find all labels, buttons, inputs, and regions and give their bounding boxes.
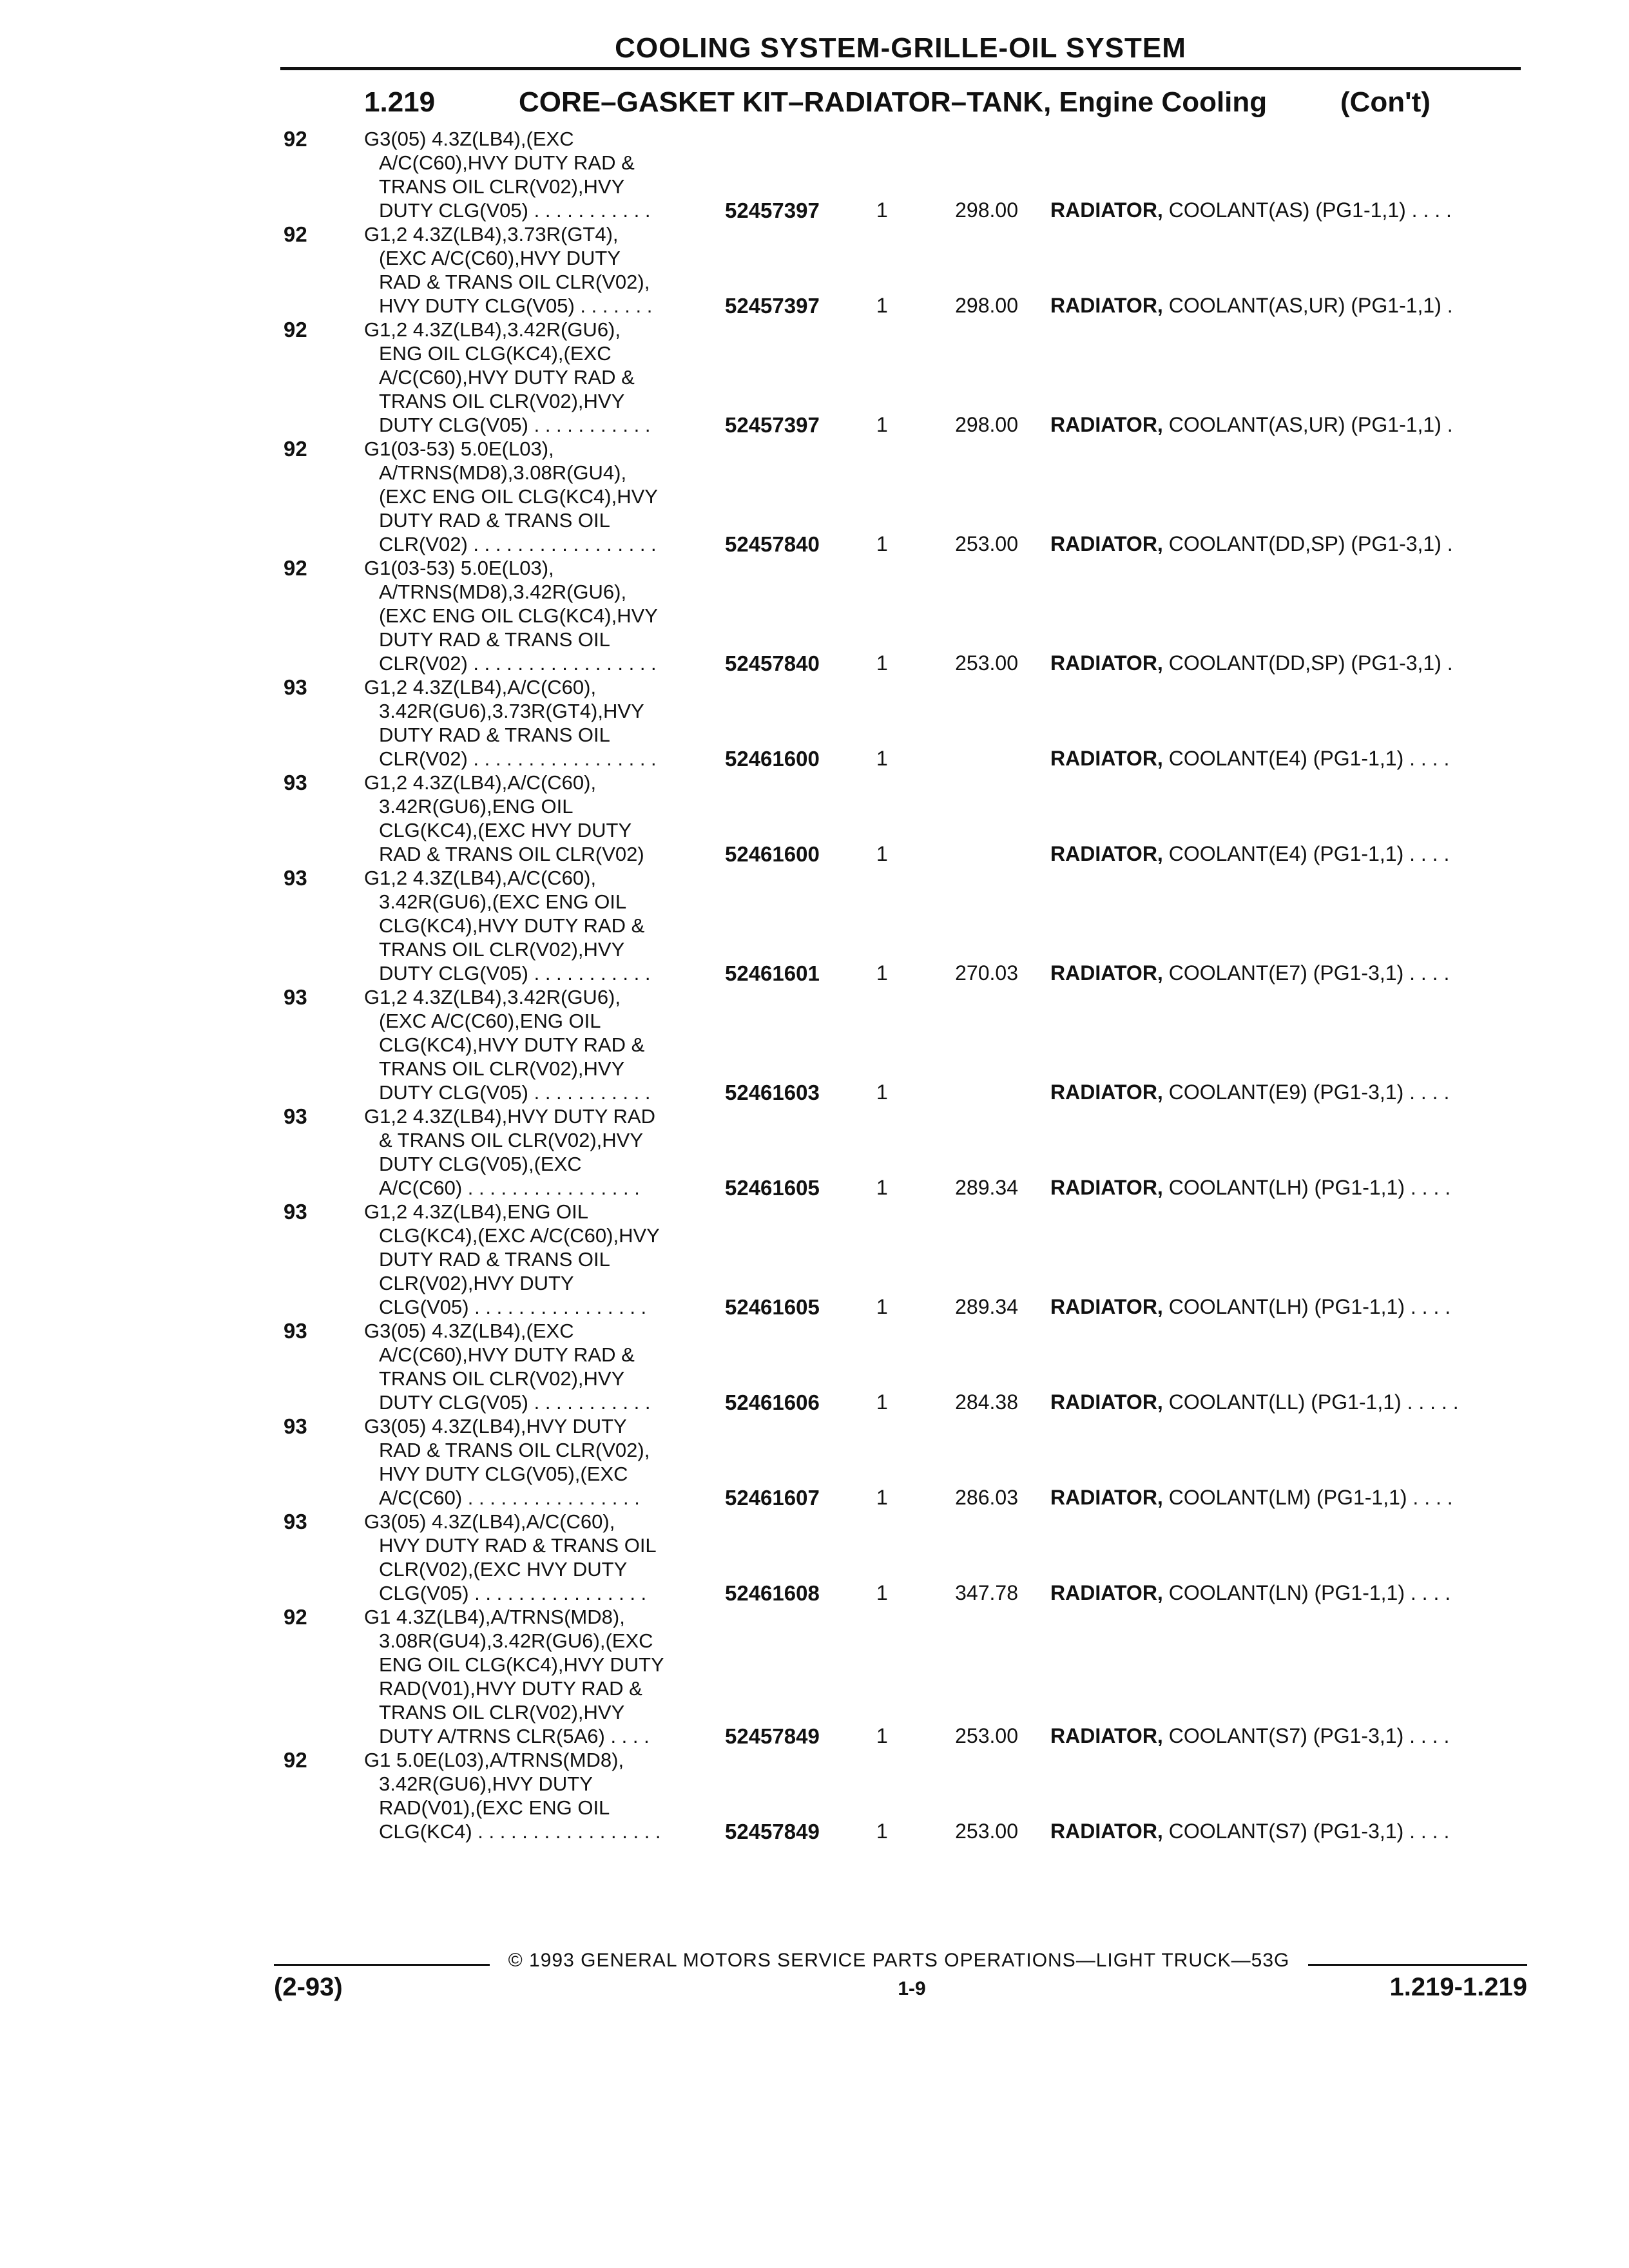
- quantity: 1: [876, 1724, 888, 1747]
- part-name-noun: RADIATOR,: [1050, 842, 1163, 865]
- entry-line: [0, 1009, 1629, 1033]
- entry-line: [0, 890, 1629, 914]
- part-name-noun: RADIATOR,: [1050, 1081, 1163, 1104]
- usage-description: (EXC A/C(C60),ENG OIL: [379, 1010, 601, 1032]
- price: 289.34: [955, 1295, 1018, 1318]
- entry-line: [0, 1557, 1629, 1581]
- part-entry: [0, 675, 1629, 771]
- usage-description: CLG(V05) . . . . . . . . . . . . . . . .: [379, 1296, 647, 1318]
- part-name-noun: RADIATOR,: [1050, 1820, 1163, 1843]
- quantity: 1: [876, 1820, 888, 1843]
- part-name-detail: COOLANT(AS) (PG1-1,1) . . . .: [1162, 198, 1452, 222]
- part-entry: [0, 318, 1629, 437]
- part-name-detail: COOLANT(S7) (PG1-3,1) . . . .: [1162, 1820, 1450, 1843]
- usage-description: G3(05) 4.3Z(LB4),HVY DUTY: [364, 1415, 627, 1437]
- entry-line: [0, 175, 1629, 198]
- usage-description: CLR(V02),HVY DUTY: [379, 1272, 574, 1294]
- part-name-detail: COOLANT(AS,UR) (PG1-1,1) .: [1162, 294, 1453, 317]
- quantity: 1: [876, 532, 888, 555]
- quantity: 1: [876, 961, 888, 985]
- usage-description: RAD(V01),(EXC ENG OIL: [379, 1796, 610, 1819]
- quantity: 1: [876, 1486, 888, 1509]
- usage-description: DUTY CLG(V05) . . . . . . . . . . .: [379, 962, 651, 985]
- usage-description: 3.42R(GU6),(EXC ENG OIL: [379, 890, 627, 913]
- usage-description: TRANS OIL CLR(V02),HVY: [379, 390, 625, 412]
- entry-line: [0, 1653, 1629, 1677]
- part-name: [1050, 842, 1449, 866]
- entry-line: [0, 794, 1629, 818]
- part-name: [1050, 1820, 1449, 1843]
- part-name-noun: RADIATOR,: [1050, 198, 1163, 222]
- usage-description: (EXC ENG OIL CLG(KC4),HVY: [379, 604, 658, 627]
- entry-line: [0, 270, 1629, 294]
- entry-line: [0, 1748, 1629, 1772]
- section-range: 1.219-1.219: [1389, 1973, 1527, 2001]
- page-number: 1-9: [898, 1978, 926, 1999]
- entry-line: [0, 198, 1629, 222]
- entry-line: [0, 437, 1629, 461]
- part-name: [1050, 1081, 1449, 1104]
- usage-description: CLG(V05) . . . . . . . . . . . . . . . .: [379, 1582, 647, 1604]
- part-name: [1050, 961, 1449, 985]
- usage-description: DUTY RAD & TRANS OIL: [379, 724, 610, 746]
- part-name-noun: RADIATOR,: [1050, 1486, 1163, 1509]
- quantity: 1: [876, 1390, 888, 1414]
- part-number: 52461600: [725, 842, 820, 866]
- part-entry: [0, 437, 1629, 556]
- usage-description: DUTY CLG(V05) . . . . . . . . . . .: [379, 199, 651, 222]
- price: 286.03: [955, 1486, 1018, 1509]
- part-number: 52457397: [725, 294, 820, 318]
- entry-line: [0, 1081, 1629, 1104]
- ref-number: 92: [284, 437, 307, 461]
- ref-number: 93: [284, 1104, 307, 1128]
- part-number: 52457849: [725, 1820, 820, 1843]
- part-number: 52461605: [725, 1295, 820, 1319]
- parts-list: [0, 127, 1629, 1843]
- section-heading: [364, 86, 1431, 119]
- entry-line: [0, 1486, 1629, 1510]
- part-entry: [0, 222, 1629, 318]
- entry-line: [0, 1152, 1629, 1176]
- price: 253.00: [955, 532, 1018, 555]
- entry-line: [0, 771, 1629, 794]
- part-name: [1050, 1581, 1451, 1605]
- usage-description: RAD & TRANS OIL CLR(V02),: [379, 271, 650, 293]
- part-name: [1050, 1176, 1451, 1200]
- usage-description: CLG(KC4),(EXC A/C(C60),HVY: [379, 1224, 660, 1247]
- part-name-noun: RADIATOR,: [1050, 651, 1163, 675]
- part-name: [1050, 294, 1453, 318]
- part-entry: [0, 1748, 1629, 1843]
- entry-line: [0, 866, 1629, 890]
- entry-line: [0, 1247, 1629, 1271]
- copyright-notice: © 1993 GENERAL MOTORS SERVICE PARTS OPERATIONS—LIGHT TRUCK—53G: [508, 1950, 1290, 1971]
- usage-description: DUTY RAD & TRANS OIL: [379, 628, 610, 651]
- part-name: [1050, 1295, 1451, 1319]
- part-name-noun: RADIATOR,: [1050, 1176, 1163, 1199]
- usage-description: TRANS OIL CLR(V02),HVY: [379, 1701, 625, 1724]
- usage-description: G3(05) 4.3Z(LB4),(EXC: [364, 128, 574, 150]
- entry-line: [0, 1033, 1629, 1057]
- part-name-detail: COOLANT(E4) (PG1-1,1) . . . .: [1162, 747, 1450, 770]
- entry-line: [0, 1390, 1629, 1414]
- price: 253.00: [955, 1820, 1018, 1843]
- usage-description: A/C(C60) . . . . . . . . . . . . . . . .: [379, 1177, 640, 1199]
- entry-line: [0, 723, 1629, 747]
- price: 298.00: [955, 413, 1018, 436]
- usage-description: RAD & TRANS OIL CLR(V02),: [379, 1439, 650, 1461]
- usage-description: HVY DUTY CLG(V05) . . . . . . .: [379, 294, 653, 317]
- entry-line: [0, 580, 1629, 604]
- usage-description: TRANS OIL CLR(V02),HVY: [379, 1367, 625, 1390]
- entry-line: [0, 1533, 1629, 1557]
- part-name-detail: COOLANT(E9) (PG1-3,1) . . . .: [1162, 1081, 1450, 1104]
- part-name: [1050, 747, 1449, 771]
- entry-line: [0, 1414, 1629, 1438]
- usage-description: G1,2 4.3Z(LB4),3.42R(GU6),: [364, 986, 621, 1008]
- part-name-detail: COOLANT(E4) (PG1-1,1) . . . .: [1162, 842, 1450, 865]
- part-name-detail: COOLANT(LM) (PG1-1,1) . . . .: [1162, 1486, 1453, 1509]
- part-name-detail: COOLANT(E7) (PG1-3,1) . . . .: [1162, 961, 1450, 985]
- part-number: 52461603: [725, 1081, 820, 1104]
- ref-number: 93: [284, 866, 307, 890]
- usage-description: A/C(C60),HVY DUTY RAD &: [379, 151, 635, 174]
- entry-line: [0, 1128, 1629, 1152]
- entry-line: [0, 1700, 1629, 1724]
- entry-line: [0, 1295, 1629, 1319]
- entry-line: [0, 747, 1629, 771]
- usage-description: G1,2 4.3Z(LB4),3.42R(GU6),: [364, 318, 621, 341]
- usage-description: TRANS OIL CLR(V02),HVY: [379, 175, 625, 198]
- usage-description: DUTY A/TRNS CLR(5A6) . . . .: [379, 1725, 650, 1747]
- part-number: 52457849: [725, 1724, 820, 1748]
- usage-description: HVY DUTY RAD & TRANS OIL: [379, 1534, 657, 1557]
- ref-number: 93: [284, 1200, 307, 1224]
- part-entry: [0, 1510, 1629, 1605]
- footer-rule-left: [274, 1964, 490, 1966]
- entry-line: [0, 365, 1629, 389]
- part-name: [1050, 1724, 1449, 1748]
- usage-description: G1,2 4.3Z(LB4),A/C(C60),: [364, 867, 597, 889]
- price: 347.78: [955, 1581, 1018, 1604]
- part-name: [1050, 1486, 1453, 1510]
- header-rule: [280, 67, 1521, 70]
- usage-description: 3.08R(GU4),3.42R(GU6),(EXC: [379, 1629, 653, 1652]
- quantity: 1: [876, 1295, 888, 1318]
- usage-description: 3.42R(GU6),3.73R(GT4),HVY: [379, 700, 644, 722]
- ref-number: 93: [284, 1414, 307, 1438]
- part-name-noun: RADIATOR,: [1050, 1581, 1163, 1604]
- usage-description: G1 5.0E(L03),A/TRNS(MD8),: [364, 1749, 624, 1771]
- usage-description: RAD & TRANS OIL CLR(V02): [379, 843, 644, 865]
- entry-line: [0, 937, 1629, 961]
- ref-number: 92: [284, 556, 307, 580]
- entry-line: [0, 222, 1629, 246]
- part-name: [1050, 198, 1452, 222]
- usage-description: DUTY CLG(V05),(EXC: [379, 1153, 582, 1175]
- entry-line: [0, 1772, 1629, 1796]
- quantity: 1: [876, 1581, 888, 1604]
- usage-description: RAD(V01),HVY DUTY RAD &: [379, 1677, 642, 1700]
- entry-line: [0, 389, 1629, 413]
- part-name-noun: RADIATOR,: [1050, 961, 1163, 985]
- part-name-noun: RADIATOR,: [1050, 1724, 1163, 1747]
- usage-description: DUTY RAD & TRANS OIL: [379, 1248, 610, 1271]
- usage-description: DUTY CLG(V05) . . . . . . . . . . .: [379, 414, 651, 436]
- part-entry: [0, 1319, 1629, 1414]
- entry-line: [0, 532, 1629, 556]
- ref-number: 93: [284, 1510, 307, 1533]
- quantity: 1: [876, 294, 888, 317]
- part-name-noun: RADIATOR,: [1050, 413, 1163, 436]
- quantity: 1: [876, 413, 888, 436]
- part-number: 52457840: [725, 651, 820, 675]
- entry-line: [0, 151, 1629, 175]
- entry-line: [0, 318, 1629, 341]
- usage-description: A/TRNS(MD8),3.42R(GU6),: [379, 581, 627, 603]
- part-name-detail: COOLANT(LH) (PG1-1,1) . . . .: [1162, 1176, 1451, 1199]
- part-entry: [0, 866, 1629, 985]
- usage-description: TRANS OIL CLR(V02),HVY: [379, 1057, 625, 1080]
- usage-description: G1,2 4.3Z(LB4),A/C(C60),: [364, 676, 597, 698]
- usage-description: 3.42R(GU6),ENG OIL: [379, 795, 574, 818]
- usage-description: G1 4.3Z(LB4),A/TRNS(MD8),: [364, 1606, 625, 1628]
- part-name: [1050, 413, 1453, 437]
- entry-line: [0, 1200, 1629, 1224]
- ref-number: 92: [284, 222, 307, 246]
- usage-description: CLG(KC4),HVY DUTY RAD &: [379, 1033, 645, 1056]
- ref-number: 93: [284, 771, 307, 794]
- usage-description: CLG(KC4),HVY DUTY RAD &: [379, 914, 645, 937]
- entry-line: [0, 628, 1629, 651]
- part-number: 52461608: [725, 1581, 820, 1605]
- entry-line: [0, 1796, 1629, 1820]
- usage-description: G1(03-53) 5.0E(L03),: [364, 557, 554, 579]
- entry-line: [0, 1820, 1629, 1843]
- part-name-detail: COOLANT(DD,SP) (PG1-3,1) .: [1162, 651, 1453, 675]
- ref-number: 92: [284, 318, 307, 341]
- usage-description: CLG(KC4),(EXC HVY DUTY: [379, 819, 632, 841]
- continued-label: (Con't): [1340, 86, 1431, 118]
- part-number: 52457397: [725, 198, 820, 222]
- usage-description: A/C(C60),HVY DUTY RAD &: [379, 1343, 635, 1366]
- price: 284.38: [955, 1390, 1018, 1414]
- entry-line: [0, 294, 1629, 318]
- entry-line: [0, 1724, 1629, 1748]
- entry-line: [0, 1343, 1629, 1367]
- part-name-noun: RADIATOR,: [1050, 1295, 1163, 1318]
- part-name-detail: COOLANT(LH) (PG1-1,1) . . . .: [1162, 1295, 1451, 1318]
- part-name-noun: RADIATOR,: [1050, 294, 1163, 317]
- part-name-detail: COOLANT(DD,SP) (PG1-3,1) .: [1162, 532, 1453, 555]
- usage-description: HVY DUTY CLG(V05),(EXC: [379, 1463, 628, 1485]
- usage-description: G3(05) 4.3Z(LB4),A/C(C60),: [364, 1510, 615, 1533]
- part-name: [1050, 1390, 1459, 1414]
- price: 253.00: [955, 1724, 1018, 1747]
- usage-description: ENG OIL CLG(KC4),HVY DUTY: [379, 1653, 664, 1676]
- quantity: 1: [876, 842, 888, 865]
- usage-description: (EXC A/C(C60),HVY DUTY: [379, 247, 621, 269]
- entry-line: [0, 914, 1629, 937]
- entry-line: [0, 651, 1629, 675]
- usage-description: DUTY CLG(V05) . . . . . . . . . . .: [379, 1081, 651, 1104]
- price: 289.34: [955, 1176, 1018, 1199]
- ref-number: 93: [284, 675, 307, 699]
- usage-description: G1,2 4.3Z(LB4),HVY DUTY RAD: [364, 1105, 655, 1128]
- part-number: 52461607: [725, 1486, 820, 1510]
- part-name-detail: COOLANT(AS,UR) (PG1-1,1) .: [1162, 413, 1453, 436]
- part-number: 52457840: [725, 532, 820, 556]
- ref-number: 92: [284, 1605, 307, 1629]
- entry-line: [0, 341, 1629, 365]
- part-number: 52461601: [725, 961, 820, 985]
- entry-line: [0, 246, 1629, 270]
- part-entry: [0, 985, 1629, 1104]
- ref-number: 93: [284, 1319, 307, 1343]
- date-code: (2-93): [274, 1973, 343, 2001]
- price: 270.03: [955, 961, 1018, 985]
- entry-line: [0, 461, 1629, 485]
- entry-line: [0, 1677, 1629, 1700]
- usage-description: G1,2 4.3Z(LB4),3.73R(GT4),: [364, 223, 619, 245]
- usage-description: G3(05) 4.3Z(LB4),(EXC: [364, 1320, 574, 1342]
- part-name-noun: RADIATOR,: [1050, 532, 1163, 555]
- usage-description: CLR(V02) . . . . . . . . . . . . . . . . .: [379, 747, 657, 770]
- page-header: COOLING SYSTEM-GRILLE-OIL SYSTEM: [615, 32, 1186, 64]
- part-entry: [0, 771, 1629, 866]
- part-entry: [0, 1200, 1629, 1319]
- part-entry: [0, 1414, 1629, 1510]
- part-name: [1050, 651, 1453, 675]
- part-entry: [0, 1104, 1629, 1200]
- part-name-detail: COOLANT(LN) (PG1-1,1) . . . .: [1162, 1581, 1451, 1604]
- usage-description: CLG(KC4) . . . . . . . . . . . . . . . . .: [379, 1820, 661, 1843]
- entry-line: [0, 1224, 1629, 1247]
- part-entry: [0, 127, 1629, 222]
- usage-description: A/TRNS(MD8),3.08R(GU4),: [379, 461, 627, 484]
- part-name: [1050, 532, 1453, 556]
- price: 298.00: [955, 294, 1018, 317]
- entry-line: [0, 675, 1629, 699]
- quantity: 1: [876, 747, 888, 770]
- entry-line: [0, 604, 1629, 628]
- usage-description: DUTY CLG(V05) . . . . . . . . . . .: [379, 1391, 651, 1414]
- part-name-detail: COOLANT(S7) (PG1-3,1) . . . .: [1162, 1724, 1450, 1747]
- part-number: 52457397: [725, 413, 820, 437]
- entry-line: [0, 1629, 1629, 1653]
- part-entry: [0, 556, 1629, 675]
- entry-line: [0, 1176, 1629, 1200]
- usage-description: 3.42R(GU6),HVY DUTY: [379, 1773, 593, 1795]
- footer-rule-right: [1308, 1964, 1527, 1966]
- entry-line: [0, 1104, 1629, 1128]
- part-number: 52461605: [725, 1176, 820, 1200]
- entry-line: [0, 699, 1629, 723]
- price: 298.00: [955, 198, 1018, 222]
- usage-description: G1,2 4.3Z(LB4),A/C(C60),: [364, 771, 597, 794]
- part-number: 52461600: [725, 747, 820, 771]
- entry-line: [0, 485, 1629, 508]
- entry-line: [0, 556, 1629, 580]
- part-number: 52461606: [725, 1390, 820, 1414]
- entry-line: [0, 413, 1629, 437]
- entry-line: [0, 1581, 1629, 1605]
- entry-line: [0, 1271, 1629, 1295]
- ref-number: 93: [284, 985, 307, 1009]
- usage-description: A/C(C60),HVY DUTY RAD &: [379, 366, 635, 389]
- entry-line: [0, 1462, 1629, 1486]
- part-name-noun: RADIATOR,: [1050, 747, 1163, 770]
- entry-line: [0, 508, 1629, 532]
- usage-description: CLR(V02),(EXC HVY DUTY: [379, 1558, 628, 1581]
- entry-line: [0, 842, 1629, 866]
- usage-description: G1,2 4.3Z(LB4),ENG OIL: [364, 1200, 589, 1223]
- part-name-detail: COOLANT(LL) (PG1-1,1) . . . . .: [1162, 1390, 1459, 1414]
- usage-description: ENG OIL CLG(KC4),(EXC: [379, 342, 612, 365]
- quantity: 1: [876, 651, 888, 675]
- usage-description: DUTY RAD & TRANS OIL: [379, 509, 610, 532]
- usage-description: & TRANS OIL CLR(V02),HVY: [379, 1129, 644, 1151]
- section-title: CORE–GASKET KIT–RADIATOR–TANK, Engine Cooling: [519, 86, 1268, 118]
- entry-line: [0, 127, 1629, 151]
- entry-line: [0, 1438, 1629, 1462]
- entry-line: [0, 1510, 1629, 1533]
- entry-line: [0, 1605, 1629, 1629]
- entry-line: [0, 1319, 1629, 1343]
- entry-line: [0, 1057, 1629, 1081]
- usage-description: CLR(V02) . . . . . . . . . . . . . . . . .: [379, 533, 657, 555]
- entry-line: [0, 985, 1629, 1009]
- usage-description: (EXC ENG OIL CLG(KC4),HVY: [379, 485, 658, 508]
- section-number: 1.219: [364, 86, 436, 118]
- ref-number: 92: [284, 1748, 307, 1772]
- quantity: 1: [876, 1176, 888, 1199]
- entry-line: [0, 818, 1629, 842]
- usage-description: A/C(C60) . . . . . . . . . . . . . . . .: [379, 1486, 640, 1509]
- ref-number: 92: [284, 127, 307, 151]
- part-entry: [0, 1605, 1629, 1748]
- usage-description: G1(03-53) 5.0E(L03),: [364, 437, 554, 460]
- entry-line: [0, 1367, 1629, 1390]
- usage-description: TRANS OIL CLR(V02),HVY: [379, 938, 625, 961]
- quantity: 1: [876, 1081, 888, 1104]
- entry-line: [0, 961, 1629, 985]
- part-name-noun: RADIATOR,: [1050, 1390, 1163, 1414]
- quantity: 1: [876, 198, 888, 222]
- usage-description: CLR(V02) . . . . . . . . . . . . . . . . .: [379, 652, 657, 675]
- price: 253.00: [955, 651, 1018, 675]
